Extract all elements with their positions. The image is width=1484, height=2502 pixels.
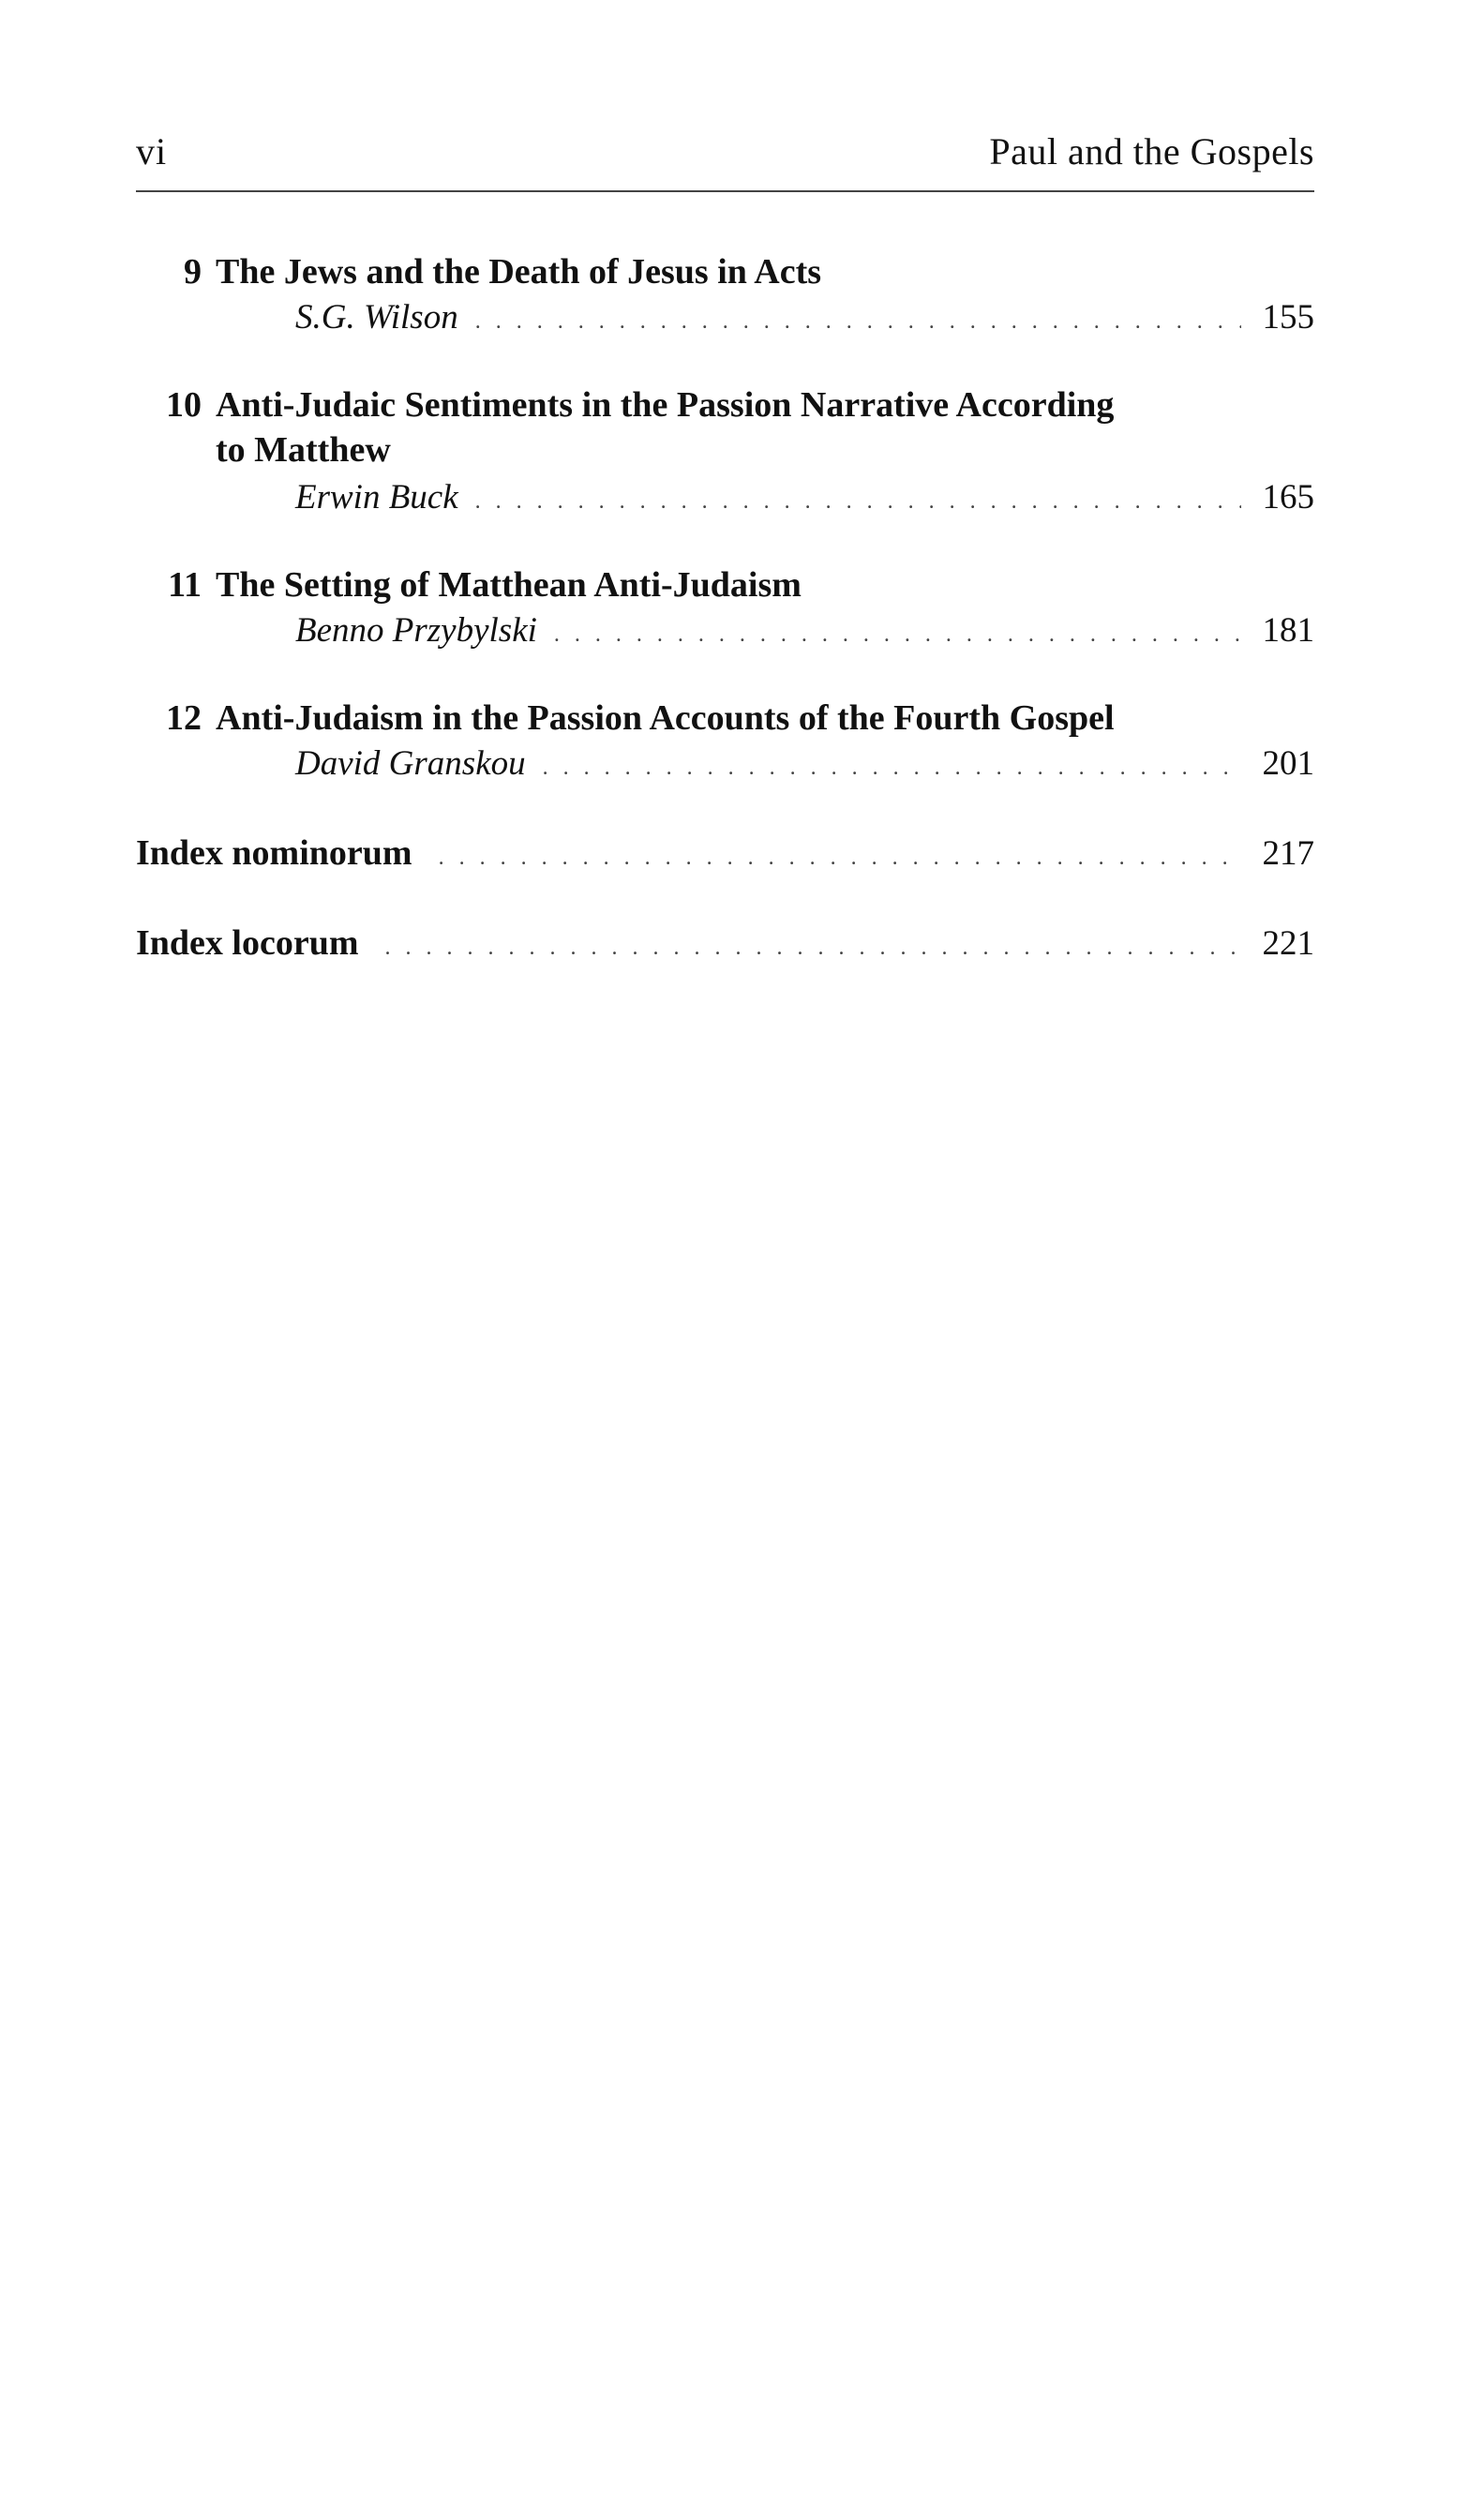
chapter-author: Erwin Buck [295,478,458,517]
page-number: 181 [1262,611,1314,650]
author-line [295,609,1314,656]
author-line [295,296,1314,343]
running-head [136,129,1314,176]
page-number: 221 [1262,924,1314,963]
chapter-author: David Granskou [295,744,526,783]
dot-leader [385,936,1242,961]
toc-entry-12 [136,696,1314,799]
chapter-number: 11 [168,565,202,605]
chapter-title: The Setting of Matthean Anti-Judaism [216,565,802,605]
page-folio: vi [136,130,168,172]
dot-leader [439,846,1241,871]
toc-entry-11 [136,562,1314,666]
toc-index-nominorum [136,831,1314,876]
chapter-number: 9 [184,252,202,292]
dot-leader [475,300,1241,343]
chapter-title-line-1: Anti-Judaic Sentiments in the Passion Narrative According [216,385,1115,425]
page-number: 155 [1262,298,1314,337]
page-number: 165 [1262,478,1314,517]
index-label: Index locorum [136,923,359,963]
chapter-title: Anti-Judaism in the Passion Accounts of the Fourth Gospel [216,698,1115,738]
chapter-number: 10 [166,385,202,425]
chapter-author: Benno Przybylski [295,611,537,650]
chapter-title-line-2: to Matthew [216,430,391,470]
book-title: Paul and the Gospels [989,130,1314,172]
page-number: 201 [1262,744,1314,783]
header-rule [136,190,1314,192]
dot-leader [543,746,1241,789]
author-line [295,742,1314,789]
toc-entry-10 [136,382,1314,532]
chapter-title: The Jews and the Death of Jesus in Acts [216,252,822,292]
chapter-number: 12 [166,698,202,738]
dot-leader [554,613,1241,656]
page-number: 217 [1262,834,1314,873]
toc-entry-9 [136,249,1314,352]
chapter-author: S.G. Wilson [295,298,458,337]
dot-leader [475,480,1241,523]
author-line [295,476,1314,523]
toc-index-locorum [136,921,1314,966]
index-label: Index nominorum [136,833,412,873]
